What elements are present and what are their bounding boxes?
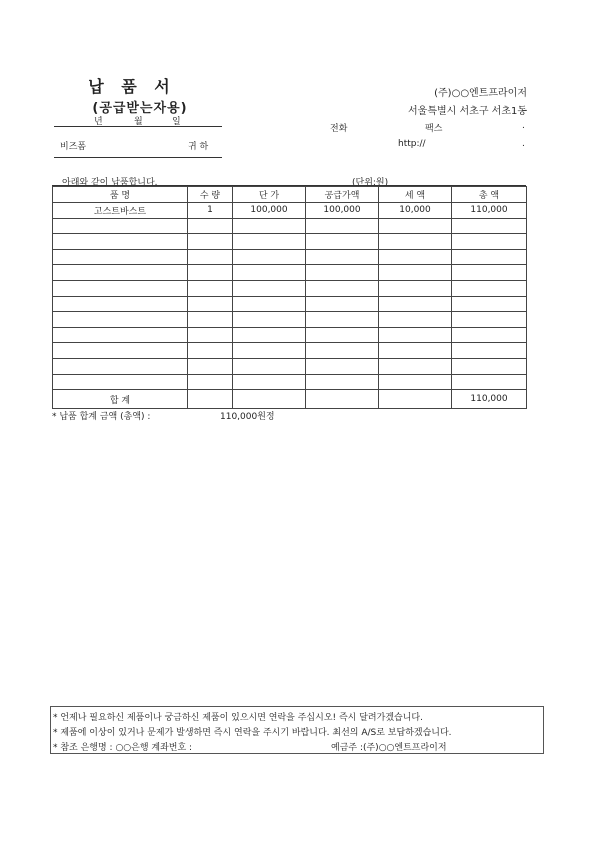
table-row	[53, 249, 527, 265]
footer-line-2: * 제품에 이상이 있거나 문제가 발생하면 즉시 연락을 주시기 바랍니다. 최선의 A/S로 보답하겠습니다.	[53, 728, 452, 738]
phone-label: 전화	[330, 124, 348, 134]
table-row	[53, 280, 527, 296]
recipient-underline	[54, 157, 222, 158]
header-item-name: 품 명	[53, 187, 188, 203]
fax-end: .	[522, 121, 525, 131]
footer-line-1: * 언제나 필요하신 제품이나 궁금하신 제품이 있으시면 연락을 주십시오! 즉시 달려가겠습니다.	[53, 713, 423, 723]
table-row	[53, 218, 527, 234]
document-title: 납 품 서	[88, 77, 176, 96]
table-row	[53, 374, 527, 390]
footer-notice-box	[50, 706, 544, 754]
company-address: 서울특별시 서초구 서초1동	[408, 106, 527, 117]
footer-account-holder: 예금주 :(주)○○엔트프라이저	[331, 743, 447, 753]
table-row	[53, 265, 527, 281]
website-label: http://	[398, 139, 426, 149]
cell-unit-price: 100,000	[233, 203, 306, 219]
date-month-label: 월	[134, 117, 143, 127]
footer-bank-info: * 참조 은행명 : ○○은행 계좌번호 :	[53, 743, 193, 753]
recipient-suffix: 귀 하	[188, 142, 209, 152]
fax-label: 팩스	[425, 124, 443, 134]
table-row	[53, 343, 527, 359]
total-value: 110,000	[452, 390, 527, 409]
table-total-row	[53, 390, 527, 409]
header-total: 총 액	[452, 187, 527, 203]
summary-value: 110,000원정	[220, 412, 275, 422]
cell-item-name: 고스트바스트	[53, 203, 188, 219]
company-name: (주)○○엔트프라이저	[434, 88, 527, 99]
cell-tax: 10,000	[379, 203, 452, 219]
total-label: 합 계	[53, 390, 188, 409]
table-header-row	[53, 187, 527, 203]
website-end: .	[522, 139, 525, 149]
header-tax: 세 액	[379, 187, 452, 203]
header-quantity: 수 량	[188, 187, 233, 203]
items-table	[52, 186, 527, 409]
table-row	[53, 358, 527, 374]
cell-supply-value: 100,000	[306, 203, 379, 219]
header-supply-value: 공급가액	[306, 187, 379, 203]
document-subtitle: (공급받는자용)	[92, 101, 188, 116]
date-day-label: 일	[172, 117, 181, 127]
date-underline	[54, 126, 222, 127]
date-year-label: 년	[94, 117, 103, 127]
table-row	[53, 327, 527, 343]
recipient-name: 비즈폼	[60, 142, 87, 152]
summary-label: * 납품 합계 금액 (총액) :	[52, 412, 151, 422]
unit-text: (단위:원)	[352, 178, 389, 188]
table-row	[53, 312, 527, 328]
table-row	[53, 296, 527, 312]
header-unit-price: 단 가	[233, 187, 306, 203]
cell-total: 110,000	[452, 203, 527, 219]
table-row	[53, 203, 527, 219]
cell-quantity: 1	[188, 203, 233, 219]
intro-text: 아래와 같이 납품합니다.	[62, 178, 158, 188]
table-row	[53, 234, 527, 250]
